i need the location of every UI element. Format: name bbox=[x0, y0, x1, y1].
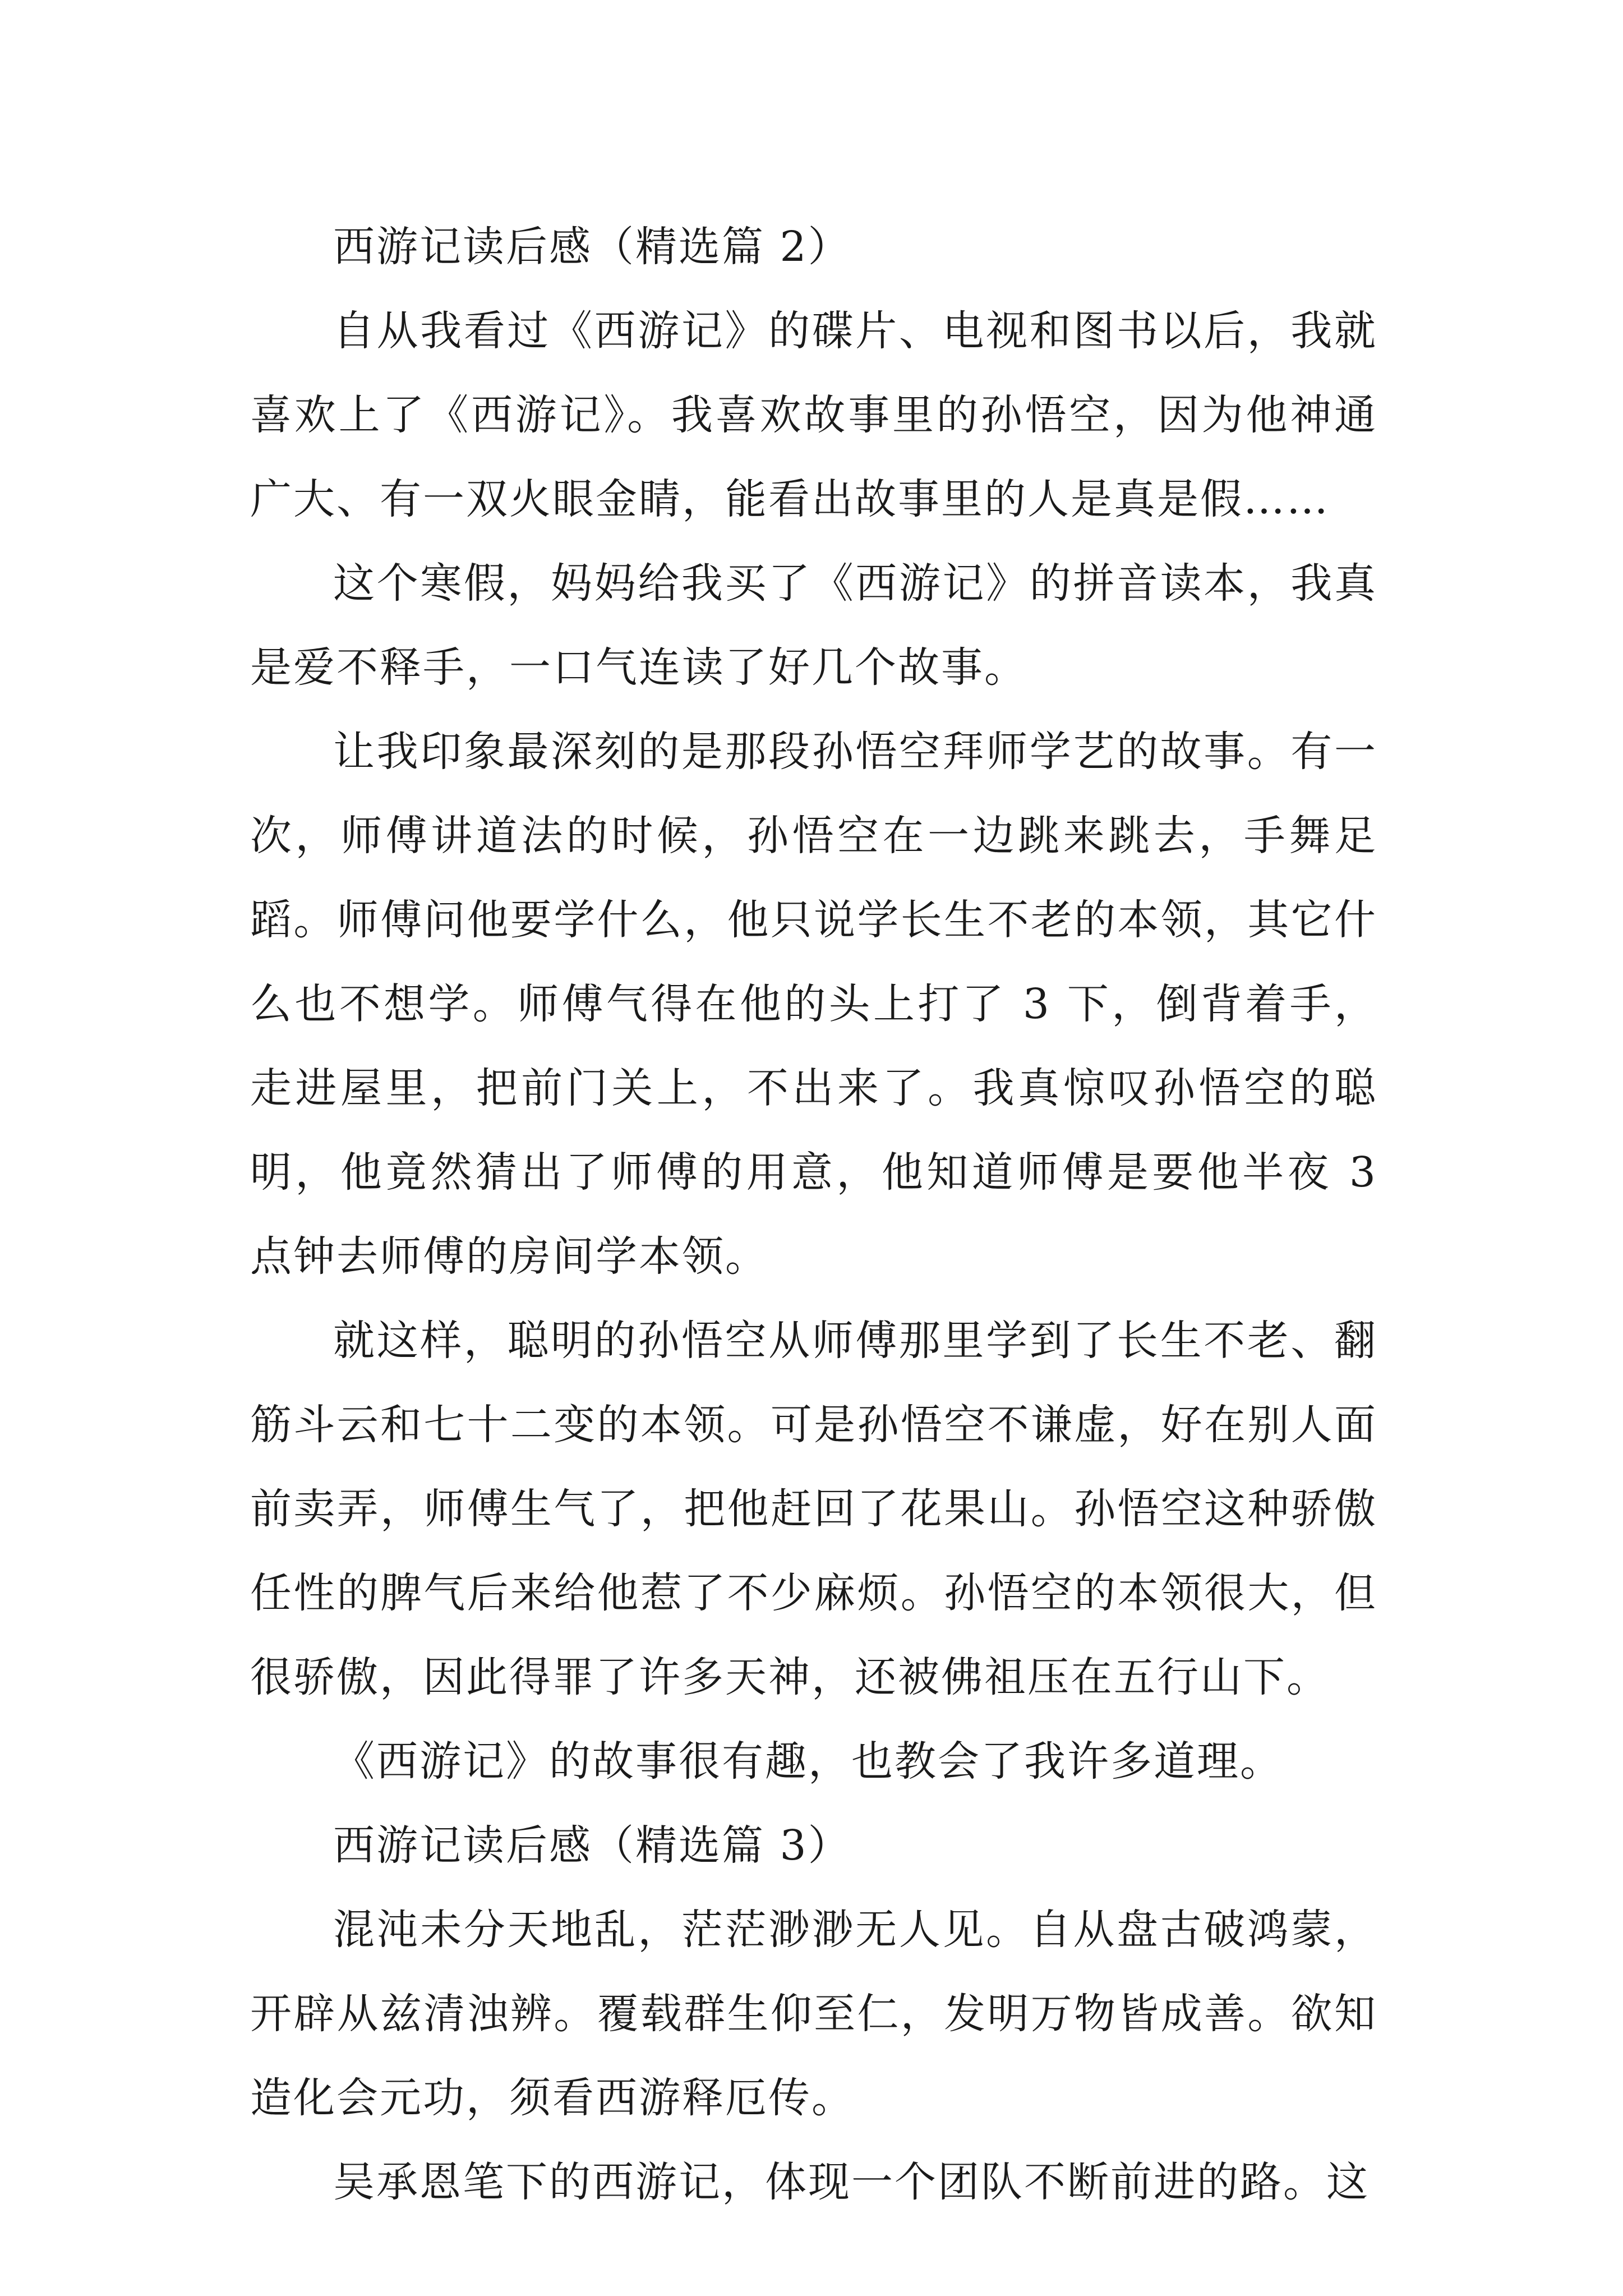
paragraph: 自从我看过《西游记》的碟片、电视和图书以后，我就喜欢上了《西游记》。我喜欢故事里的孙悟空，因为他神通广大、有一双火眼金睛，能看出故事里的人是真是假…… bbox=[250, 307, 1377, 523]
paragraph: 就这样，聪明的孙悟空从师傅那里学到了长生不老、翻筋斗云和七十二变的本领。可是孙悟空不谦虚，好在别人面前卖弄，师傅生气了，把他赶回了花果山。孙悟空这种骄傲任性的脾气后来给他惹了不少麻烦。孙悟空的本领很大，但很骄傲，因此得罪了许多天神，还被佛祖压在五行山下。 bbox=[250, 1317, 1377, 1701]
paragraph: 让我印象最深刻的是那段孙悟空拜师学艺的故事。有一次，师傅讲道法的时候，孙悟空在一边跳来跳去，手舞足蹈。师傅问他要学什么，他只说学长生不老的本领，其它什么也不想学。师傅气得在他的头上打了 3 下，倒背着手，走进屋里，把前门关上，不出来了。我真惊叹孙悟空的聪明，他竟然猜出了师傅的用意，他知道师傅是要他半夜 3 点钟去师傅的房间学本领。 bbox=[250, 728, 1377, 1281]
paragraph: 吴承恩笔下的西游记，体现一个团队不断前进的路。这 bbox=[333, 2158, 1370, 2206]
paragraph: 《西游记》的故事很有趣，也教会了我许多道理。 bbox=[333, 1737, 1283, 1786]
document-body bbox=[250, 205, 1377, 2224]
paragraph: 这个寒假，妈妈给我买了《西游记》的拼音读本，我真是爱不释手，一口气连读了好几个故事。 bbox=[250, 559, 1377, 692]
section-heading: 西游记读后感（精选篇 3） bbox=[333, 1821, 851, 1870]
section-heading: 西游记读后感（精选篇 2） bbox=[333, 223, 851, 271]
paragraph: 混沌未分天地乱，茫茫渺渺无人见。自从盘古破鸿蒙，开辟从兹清浊辨。覆载群生仰至仁，发明万物皆成善。欲知造化会元功，须看西游释厄传。 bbox=[250, 1906, 1377, 2122]
